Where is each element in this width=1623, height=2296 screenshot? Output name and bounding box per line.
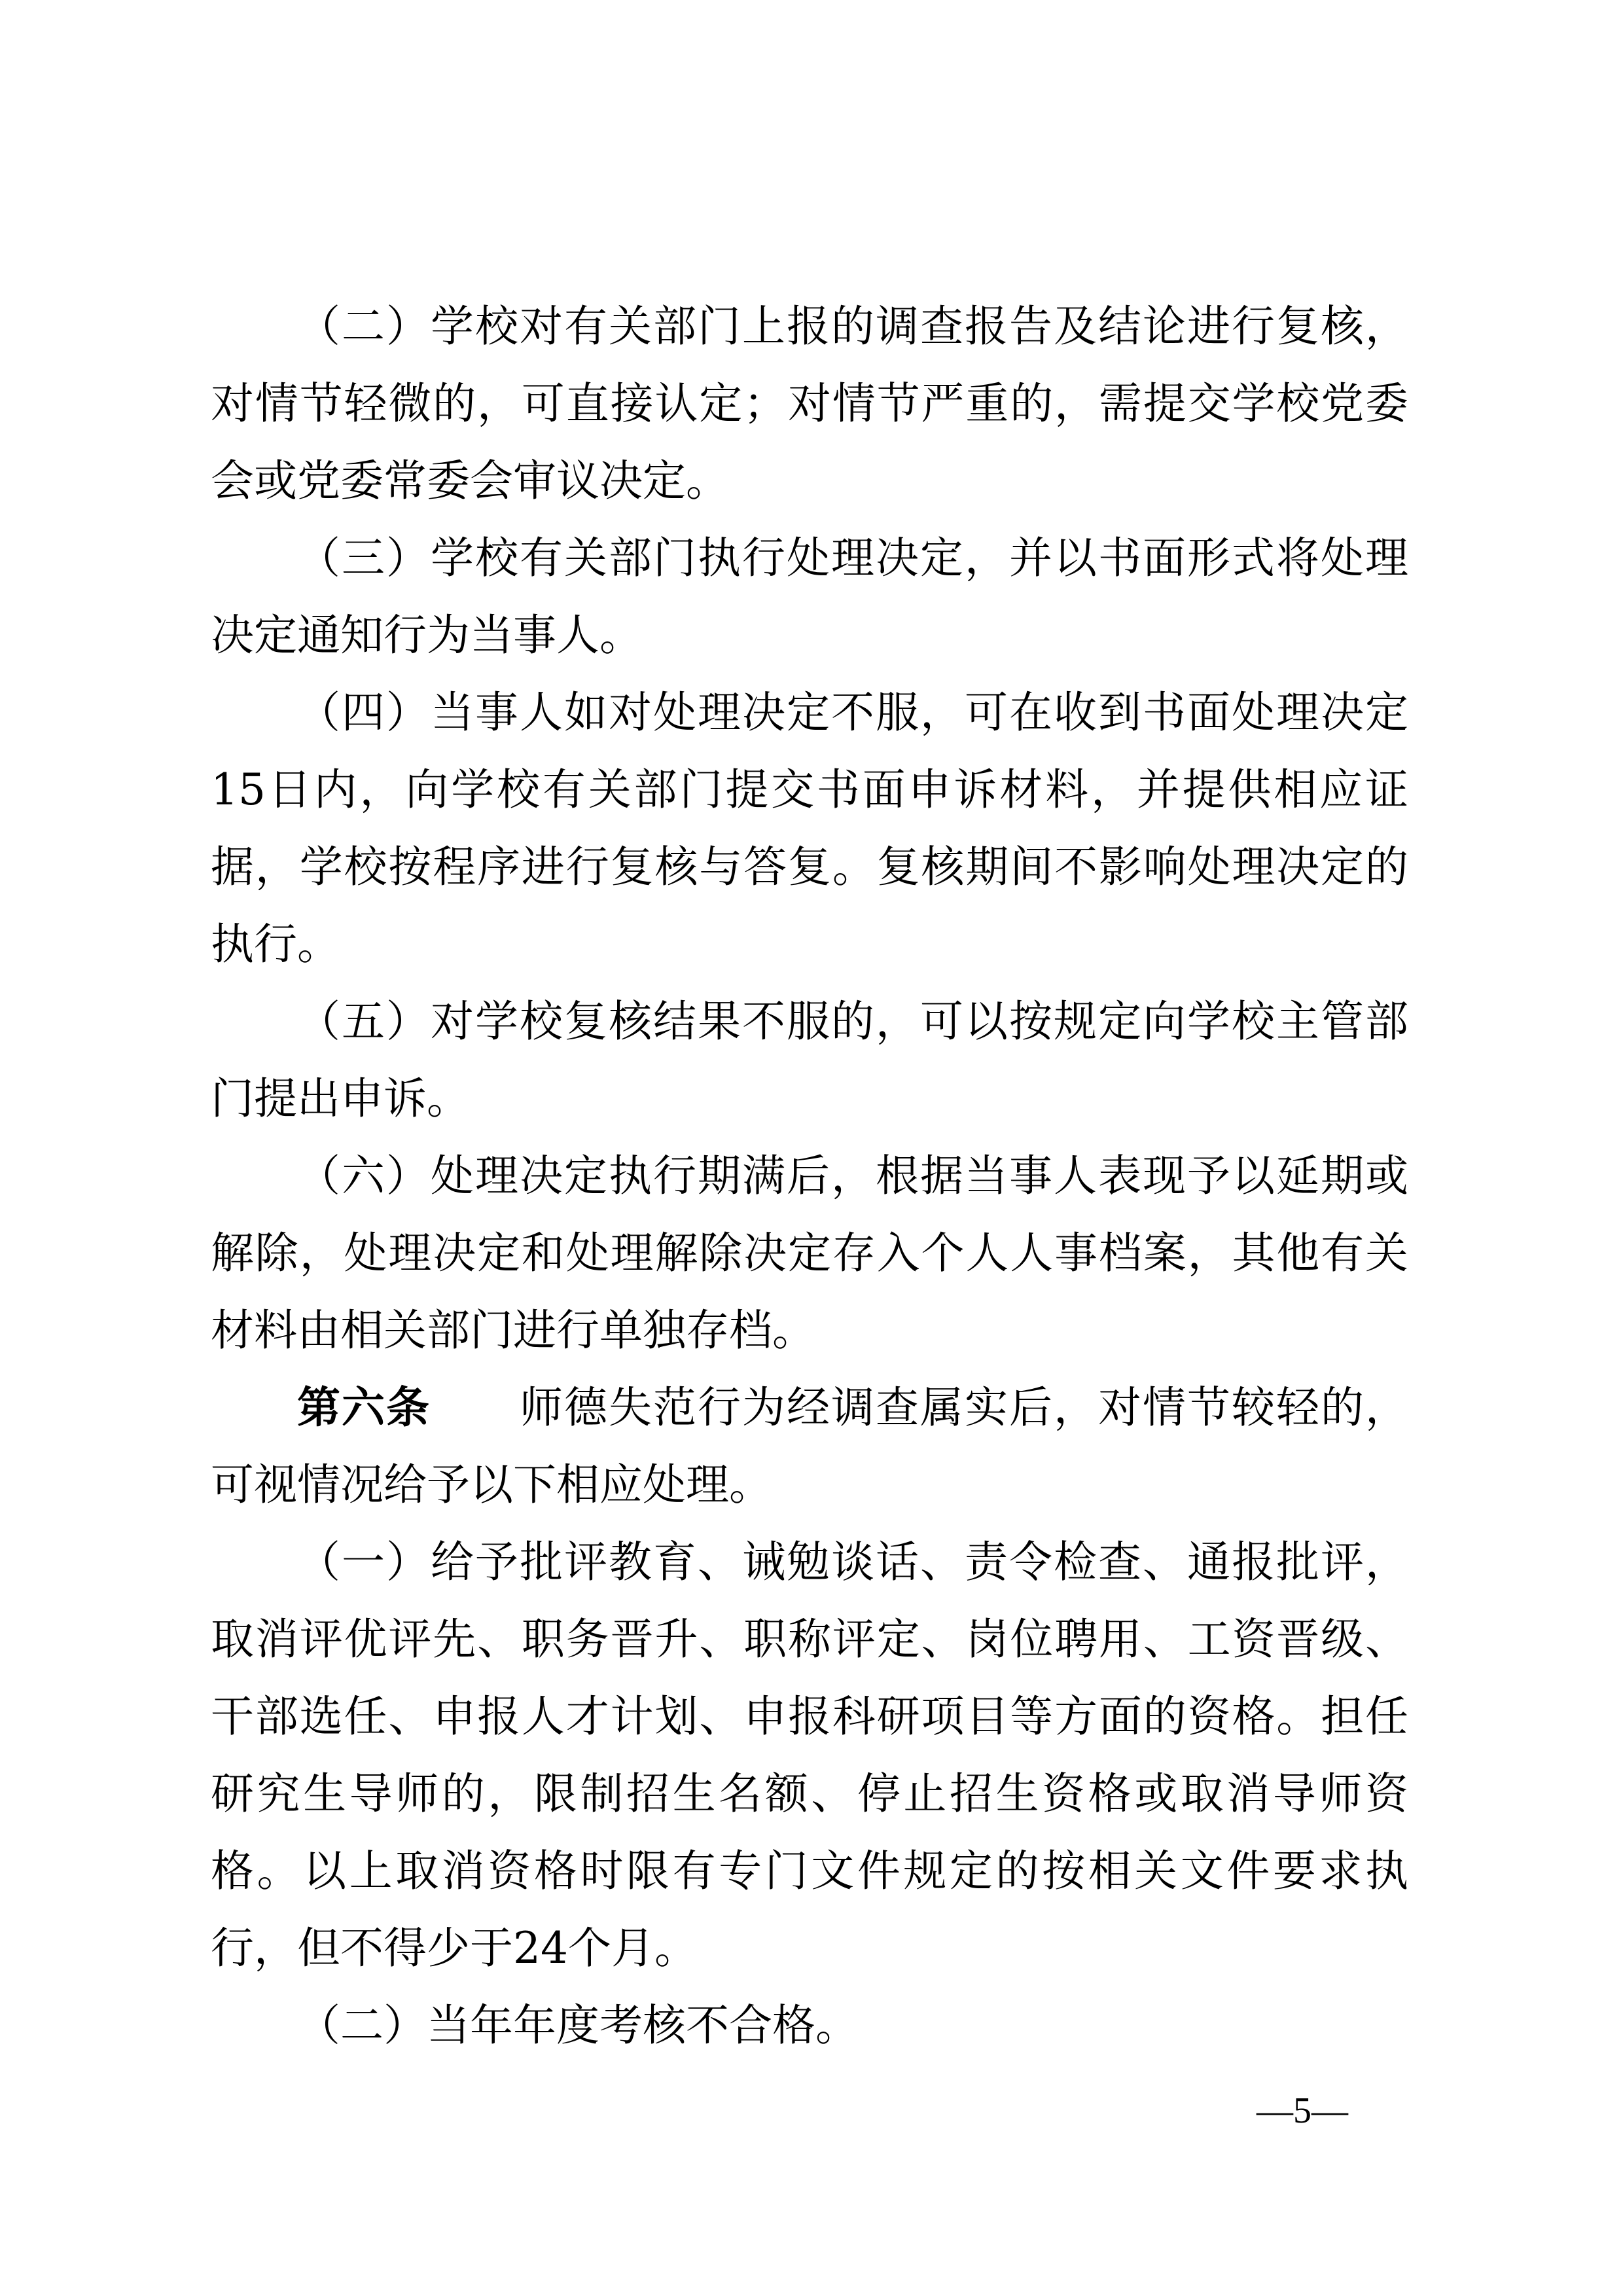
paragraph-appeal-school (211, 674, 1408, 983)
document-body (211, 288, 1408, 2064)
page-number: —5— (1257, 2090, 1348, 2131)
paragraph-penalty-list (211, 1524, 1408, 1987)
paragraph-text: （二）学校对有关部门上报的调查报告及结论进行复核，对情节轻微的，可直接认定；对情节严重的，需提交学校党委会或党委常委会审议决定。 (211, 301, 1408, 506)
paragraph-text: （四）当事人如对处理决定不服，可在收到书面处理决定15日内，向学校有关部门提交书面申诉材料，并提供相应证据，学校按程序进行复核与答复。复核期间不影响处理决定的执行。 (211, 687, 1408, 969)
paragraph-text: （三）学校有关部门执行处理决定，并以书面形式将处理决定通知行为当事人。 (211, 533, 1408, 660)
paragraph-text: （二）当年年度考核不合格。 (297, 2000, 859, 2051)
article-spacer (431, 1382, 520, 1433)
paragraph-annual-assessment (211, 1987, 1408, 2064)
paragraph-text: 师德失范行为经调查属实后，对情节较轻的，可视情况给予以下相应处理。 (211, 1382, 1408, 1510)
paragraph-appeal-authority (211, 983, 1408, 1138)
article-heading: 第六条 (297, 1382, 431, 1433)
article-six (211, 1369, 1408, 1524)
paragraph-text: （六）处理决定执行期满后，根据当事人表现予以延期或解除，处理决定和处理解除决定存入个人人事档案，其他有关材料由相关部门进行单独存档。 (211, 1151, 1408, 1355)
paragraph-execute-decision (211, 520, 1408, 674)
paragraph-text: （一）给予批评教育、诫勉谈话、责令检查、通报批评，取消评优评先、职务晋升、职称评定、岗位聘用、工资晋级、干部选任、申报人才计划、申报科研项目等方面的资格。担任研究生导师的，限制招生名额、停止招生资格或取消导师资格。以上取消资格时限有专门文件规定的按相关文件要求执行，但不得少于24个月。 (211, 1537, 1408, 1973)
paragraph-text: （五）对学校复核结果不服的，可以按规定向学校主管部门提出申诉。 (211, 996, 1408, 1124)
paragraph-review-conclusion (211, 288, 1408, 520)
paragraph-decision-expiry (211, 1138, 1408, 1369)
